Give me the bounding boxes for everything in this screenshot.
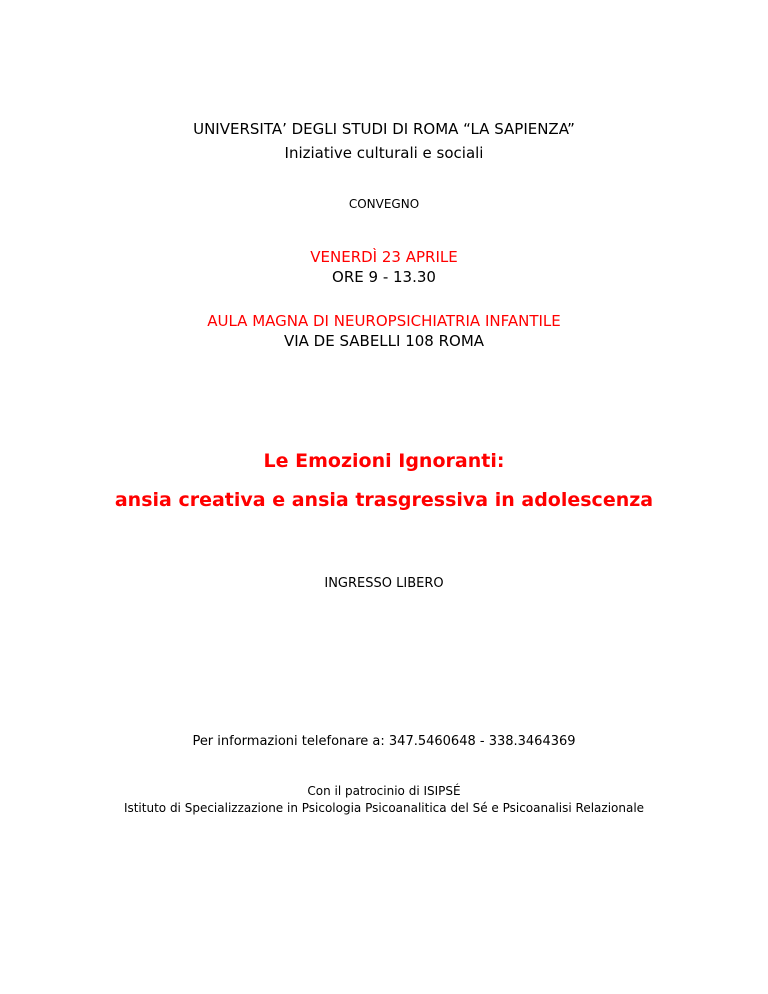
conference-title: Le Emozioni Ignoranti:	[263, 450, 505, 472]
patronage-institute: Istituto di Specializzazione in Psicologia Psicoanalitica del Sé e Psicoanalisi Relazionale	[123, 801, 645, 815]
header-subtitle: Iniziative culturali e sociali	[284, 144, 484, 162]
event-time: ORE 9 - 13.30	[332, 268, 436, 286]
event-type: CONVEGNO	[348, 197, 420, 211]
event-date: VENERDÌ 23 APRILE	[310, 248, 458, 266]
university-name: UNIVERSITA’ DEGLI STUDI DI ROMA “LA SAPIENZA”	[193, 120, 575, 138]
patronage-line: Con il patrocinio di ISIPSÉ	[307, 784, 461, 798]
contact-info: Per informazioni telefonare a: 347.5460648 - 338.3464369	[192, 734, 576, 749]
event-address: VIA DE SABELLI 108 ROMA	[283, 332, 485, 350]
admission-note: INGRESSO LIBERO	[324, 576, 444, 591]
event-venue: AULA MAGNA DI NEUROPSICHIATRIA INFANTILE	[207, 312, 561, 330]
conference-subtitle: ansia creativa e ansia trasgressiva in adolescenza	[114, 489, 654, 511]
